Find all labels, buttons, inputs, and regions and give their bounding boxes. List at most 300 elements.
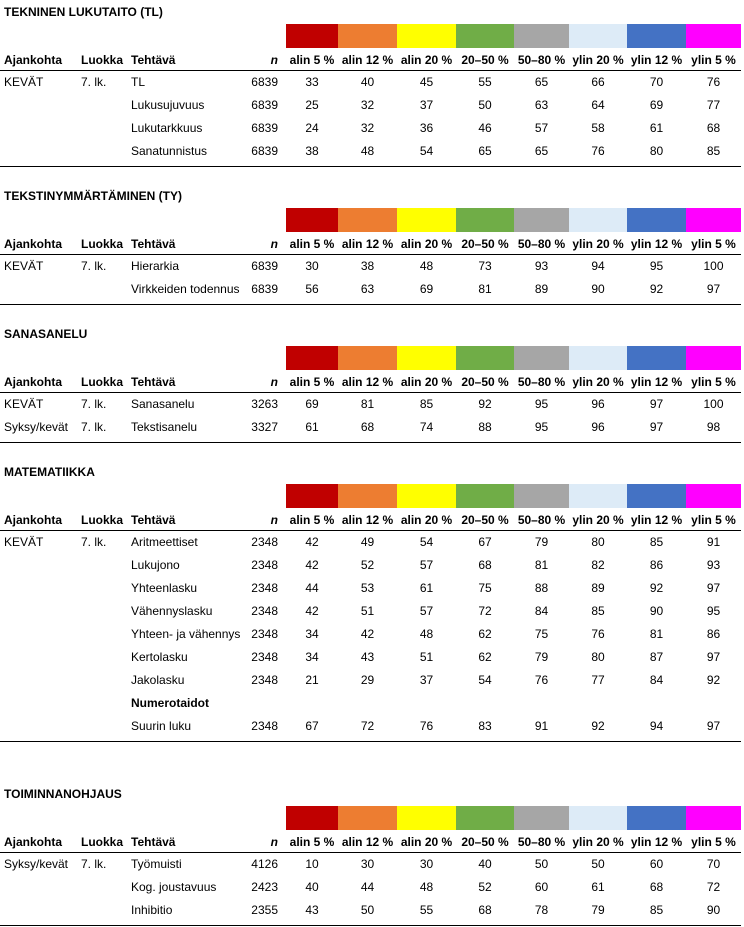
header-band-6: ylin 20 % bbox=[572, 375, 624, 389]
cell-band-1: 40 bbox=[305, 880, 319, 894]
cell-band-5: 84 bbox=[534, 604, 549, 618]
cell-tehtava: Työmuisti bbox=[131, 857, 182, 871]
cell-band-2: 63 bbox=[360, 282, 375, 296]
cell-tehtava: Suurin luku bbox=[131, 719, 192, 733]
cell-band-6: 94 bbox=[591, 259, 605, 273]
table-row bbox=[0, 876, 744, 899]
cell-n: 2348 bbox=[251, 719, 278, 733]
cell-band-1: 24 bbox=[305, 121, 319, 135]
cell-band-3: 37 bbox=[419, 98, 434, 112]
cell-band-8: 92 bbox=[706, 673, 721, 687]
cell-band-1: 42 bbox=[305, 558, 319, 572]
cell-band-6: 76 bbox=[591, 627, 605, 641]
cell-band-7: 81 bbox=[649, 627, 664, 641]
cell-band-2: 50 bbox=[360, 903, 375, 917]
header-tehtava: Tehtävä bbox=[131, 375, 176, 389]
cell-band-2: 49 bbox=[360, 535, 375, 549]
cell-n: 6839 bbox=[251, 144, 278, 158]
header-band-4: 20–50 % bbox=[461, 513, 509, 527]
column-header-row bbox=[0, 234, 744, 254]
color-swatch-4 bbox=[456, 24, 514, 48]
cell-band-3: 57 bbox=[419, 558, 434, 572]
cell-band-3: 36 bbox=[419, 121, 434, 135]
color-swatch-2 bbox=[338, 346, 397, 370]
cell-band-7: 92 bbox=[649, 282, 664, 296]
cell-band-6: 76 bbox=[591, 144, 605, 158]
header-band-5: 50–80 % bbox=[517, 835, 566, 849]
header-band-2: alin 12 % bbox=[341, 513, 394, 527]
cell-n: 6839 bbox=[251, 282, 278, 296]
cell-band-3: 48 bbox=[419, 259, 434, 273]
cell-band-5: 95 bbox=[534, 420, 549, 434]
cell-band-8: 91 bbox=[706, 535, 721, 549]
cell-band-5: 95 bbox=[534, 397, 549, 411]
header-luokka: Luokka bbox=[81, 835, 124, 849]
header-band-1: alin 5 % bbox=[289, 513, 335, 527]
cell-tehtava: Vähennyslasku bbox=[131, 604, 213, 618]
section-title: SANASANELU bbox=[4, 327, 88, 341]
header-band-3: alin 20 % bbox=[400, 835, 453, 849]
percentile-color-bar bbox=[286, 806, 741, 830]
cell-tehtava: Lukutarkkuus bbox=[131, 121, 203, 135]
color-swatch-2 bbox=[338, 208, 397, 232]
header-band-6: ylin 20 % bbox=[572, 237, 624, 251]
cell-tehtava: Yhteenlasku bbox=[131, 581, 198, 595]
cell-band-8: 98 bbox=[706, 420, 721, 434]
percentile-color-bar bbox=[286, 484, 741, 508]
cell-band-1: 44 bbox=[305, 581, 319, 595]
cell-band-6: 64 bbox=[591, 98, 605, 112]
color-swatch-4 bbox=[456, 208, 514, 232]
cell-n: 2348 bbox=[251, 673, 278, 687]
cell-n: 2348 bbox=[251, 558, 278, 572]
cell-band-8: 90 bbox=[706, 903, 721, 917]
header-ajankohta: Ajankohta bbox=[4, 375, 63, 389]
cell-band-2: 72 bbox=[360, 719, 375, 733]
cell-band-6: 80 bbox=[591, 650, 605, 664]
cell-band-5: 93 bbox=[534, 259, 549, 273]
cell-band-6: 77 bbox=[591, 673, 605, 687]
header-band-3: alin 20 % bbox=[400, 53, 453, 67]
color-swatch-6 bbox=[569, 484, 627, 508]
cell-band-7: 97 bbox=[649, 420, 664, 434]
cell-band-7: 85 bbox=[649, 903, 664, 917]
cell-band-7: 85 bbox=[649, 535, 664, 549]
cell-band-2: 32 bbox=[360, 121, 375, 135]
cell-band-8: 97 bbox=[706, 581, 721, 595]
cell-band-4: 46 bbox=[478, 121, 492, 135]
cell-band-7: 92 bbox=[649, 581, 664, 595]
subheading-row bbox=[0, 692, 744, 715]
color-swatch-1 bbox=[286, 484, 338, 508]
color-swatch-7 bbox=[627, 484, 686, 508]
cell-band-7: 97 bbox=[649, 397, 664, 411]
cell-band-8: 93 bbox=[706, 558, 721, 572]
table-row bbox=[0, 117, 744, 140]
cell-band-4: 62 bbox=[478, 650, 492, 664]
cell-band-4: 52 bbox=[478, 880, 492, 894]
color-swatch-8 bbox=[686, 484, 741, 508]
color-swatch-8 bbox=[686, 346, 741, 370]
header-ajankohta: Ajankohta bbox=[4, 513, 63, 527]
cell-band-2: 52 bbox=[360, 558, 375, 572]
cell-band-7: 84 bbox=[649, 673, 664, 687]
cell-band-4: 55 bbox=[478, 75, 492, 89]
header-luokka: Luokka bbox=[81, 237, 124, 251]
color-swatch-1 bbox=[286, 24, 338, 48]
column-header-row bbox=[0, 50, 744, 70]
cell-ajankohta: KEVÄT bbox=[4, 535, 44, 549]
cell-band-4: 92 bbox=[478, 397, 492, 411]
cell-band-4: 54 bbox=[478, 673, 492, 687]
section-bottom-rule bbox=[0, 442, 741, 443]
cell-n: 4126 bbox=[251, 857, 278, 871]
cell-band-3: 69 bbox=[419, 282, 434, 296]
cell-n: 6839 bbox=[251, 121, 278, 135]
cell-band-1: 34 bbox=[305, 627, 319, 641]
cell-band-5: 57 bbox=[534, 121, 549, 135]
cell-tehtava: Tekstisanelu bbox=[131, 420, 198, 434]
table-row bbox=[0, 577, 744, 600]
cell-tehtava: Jakolasku bbox=[131, 673, 185, 687]
cell-band-4: 68 bbox=[478, 903, 492, 917]
header-band-7: ylin 12 % bbox=[630, 835, 683, 849]
cell-band-4: 68 bbox=[478, 558, 492, 572]
header-band-6: ylin 20 % bbox=[572, 53, 624, 67]
header-n: n bbox=[270, 513, 278, 527]
header-band-8: ylin 5 % bbox=[691, 237, 736, 251]
cell-band-5: 50 bbox=[534, 857, 549, 871]
cell-band-3: 57 bbox=[419, 604, 434, 618]
cell-n: 6839 bbox=[251, 75, 278, 89]
cell-band-8: 97 bbox=[706, 719, 721, 733]
header-band-3: alin 20 % bbox=[400, 513, 453, 527]
header-luokka: Luokka bbox=[81, 513, 124, 527]
cell-band-2: 38 bbox=[360, 259, 375, 273]
cell-band-3: 30 bbox=[419, 857, 434, 871]
cell-tehtava: Hierarkia bbox=[131, 259, 180, 273]
cell-band-6: 58 bbox=[591, 121, 605, 135]
cell-band-5: 76 bbox=[534, 673, 549, 687]
cell-band-8: 95 bbox=[706, 604, 721, 618]
cell-band-5: 63 bbox=[534, 98, 549, 112]
color-swatch-6 bbox=[569, 806, 627, 830]
table-row bbox=[0, 623, 744, 646]
section-bottom-rule bbox=[0, 925, 741, 926]
header-band-8: ylin 5 % bbox=[691, 835, 736, 849]
cell-band-3: 54 bbox=[419, 144, 434, 158]
cell-n: 6839 bbox=[251, 259, 278, 273]
section-bottom-rule bbox=[0, 166, 741, 167]
cell-band-7: 69 bbox=[649, 98, 664, 112]
header-band-6: ylin 20 % bbox=[572, 513, 624, 527]
color-swatch-4 bbox=[456, 806, 514, 830]
cell-ajankohta: Syksy/kevät bbox=[4, 420, 69, 434]
cell-band-1: 25 bbox=[305, 98, 319, 112]
section-title: TEKNINEN LUKUTAITO (TL) bbox=[4, 5, 163, 19]
cell-band-2: 81 bbox=[360, 397, 375, 411]
cell-band-7: 86 bbox=[649, 558, 664, 572]
cell-band-6: 85 bbox=[591, 604, 605, 618]
cell-band-5: 79 bbox=[534, 650, 549, 664]
cell-band-2: 42 bbox=[360, 627, 375, 641]
color-swatch-6 bbox=[569, 346, 627, 370]
cell-tehtava: Numerotaidot bbox=[131, 696, 209, 710]
cell-band-8: 100 bbox=[703, 397, 724, 411]
cell-band-4: 67 bbox=[478, 535, 492, 549]
cell-band-7: 68 bbox=[649, 880, 664, 894]
table-row bbox=[0, 140, 744, 163]
table-row bbox=[0, 255, 744, 278]
header-band-7: ylin 12 % bbox=[630, 237, 683, 251]
cell-band-1: 67 bbox=[305, 719, 319, 733]
header-luokka: Luokka bbox=[81, 375, 124, 389]
header-band-7: ylin 12 % bbox=[630, 53, 683, 67]
cell-tehtava: Yhteen- ja vähennys bbox=[131, 627, 241, 641]
cell-band-3: 54 bbox=[419, 535, 434, 549]
cell-band-6: 66 bbox=[591, 75, 605, 89]
cell-band-7: 60 bbox=[649, 857, 664, 871]
header-band-1: alin 5 % bbox=[289, 237, 335, 251]
cell-luokka: 7. lk. bbox=[81, 75, 107, 89]
cell-band-5: 89 bbox=[534, 282, 549, 296]
cell-band-7: 95 bbox=[649, 259, 664, 273]
cell-luokka: 7. lk. bbox=[81, 397, 107, 411]
cell-n: 2348 bbox=[251, 650, 278, 664]
section-title: TOIMINNANOHJAUS bbox=[4, 787, 122, 801]
cell-band-7: 87 bbox=[649, 650, 664, 664]
cell-n: 2348 bbox=[251, 581, 278, 595]
header-band-5: 50–80 % bbox=[517, 375, 566, 389]
color-swatch-3 bbox=[397, 346, 456, 370]
cell-tehtava: Inhibitio bbox=[131, 903, 173, 917]
table-row bbox=[0, 393, 744, 416]
cell-band-8: 70 bbox=[706, 857, 721, 871]
header-luokka: Luokka bbox=[81, 53, 124, 67]
cell-band-1: 34 bbox=[305, 650, 319, 664]
cell-band-6: 79 bbox=[591, 903, 605, 917]
cell-band-6: 80 bbox=[591, 535, 605, 549]
color-swatch-2 bbox=[338, 24, 397, 48]
color-swatch-3 bbox=[397, 484, 456, 508]
header-tehtava: Tehtävä bbox=[131, 835, 176, 849]
cell-band-1: 42 bbox=[305, 535, 319, 549]
cell-band-1: 43 bbox=[305, 903, 319, 917]
cell-band-8: 86 bbox=[706, 627, 721, 641]
header-tehtava: Tehtävä bbox=[131, 513, 176, 527]
section-title: TEKSTINYMMÄRTÄMINEN (TY) bbox=[4, 189, 182, 203]
cell-tehtava: Kertolasku bbox=[131, 650, 188, 664]
table-row bbox=[0, 71, 744, 94]
cell-band-2: 51 bbox=[360, 604, 375, 618]
color-swatch-7 bbox=[627, 208, 686, 232]
cell-band-2: 53 bbox=[360, 581, 375, 595]
table-row bbox=[0, 531, 744, 554]
cell-tehtava: Lukujono bbox=[131, 558, 180, 572]
cell-band-3: 61 bbox=[419, 581, 434, 595]
cell-band-6: 89 bbox=[591, 581, 605, 595]
cell-band-4: 62 bbox=[478, 627, 492, 641]
cell-band-4: 50 bbox=[478, 98, 492, 112]
cell-band-3: 85 bbox=[419, 397, 434, 411]
cell-band-2: 43 bbox=[360, 650, 375, 664]
cell-band-5: 60 bbox=[534, 880, 549, 894]
cell-luokka: 7. lk. bbox=[81, 857, 107, 871]
cell-band-8: 77 bbox=[706, 98, 721, 112]
color-swatch-7 bbox=[627, 24, 686, 48]
header-ajankohta: Ajankohta bbox=[4, 53, 63, 67]
color-swatch-5 bbox=[514, 208, 569, 232]
color-swatch-6 bbox=[569, 208, 627, 232]
column-header-row bbox=[0, 372, 744, 392]
header-ajankohta: Ajankohta bbox=[4, 237, 63, 251]
color-swatch-7 bbox=[627, 806, 686, 830]
table-row bbox=[0, 646, 744, 669]
cell-band-5: 81 bbox=[534, 558, 549, 572]
header-band-4: 20–50 % bbox=[461, 375, 509, 389]
cell-tehtava: Aritmeettiset bbox=[131, 535, 198, 549]
cell-band-8: 72 bbox=[706, 880, 721, 894]
header-ajankohta: Ajankohta bbox=[4, 835, 63, 849]
cell-n: 3263 bbox=[251, 397, 278, 411]
header-n: n bbox=[270, 237, 278, 251]
cell-band-2: 30 bbox=[360, 857, 375, 871]
table-row bbox=[0, 715, 744, 738]
cell-tehtava: Kog. joustavuus bbox=[131, 880, 217, 894]
header-band-1: alin 5 % bbox=[289, 835, 335, 849]
color-swatch-8 bbox=[686, 806, 741, 830]
percentile-color-bar bbox=[286, 208, 741, 232]
cell-n: 2348 bbox=[251, 604, 278, 618]
cell-band-3: 45 bbox=[419, 75, 434, 89]
cell-band-4: 83 bbox=[478, 719, 492, 733]
cell-band-4: 65 bbox=[478, 144, 492, 158]
cell-band-2: 29 bbox=[360, 673, 375, 687]
cell-n: 2355 bbox=[251, 903, 278, 917]
table-row bbox=[0, 669, 744, 692]
header-band-8: ylin 5 % bbox=[691, 53, 736, 67]
color-swatch-7 bbox=[627, 346, 686, 370]
cell-band-7: 90 bbox=[649, 604, 664, 618]
cell-band-6: 96 bbox=[591, 397, 605, 411]
column-header-row bbox=[0, 510, 744, 530]
cell-band-6: 92 bbox=[591, 719, 605, 733]
color-swatch-5 bbox=[514, 24, 569, 48]
cell-band-5: 78 bbox=[534, 903, 549, 917]
cell-band-8: 97 bbox=[706, 650, 721, 664]
cell-band-3: 48 bbox=[419, 880, 434, 894]
cell-tehtava: TL bbox=[131, 75, 146, 89]
cell-band-1: 10 bbox=[305, 857, 319, 871]
cell-band-5: 65 bbox=[534, 144, 549, 158]
cell-band-6: 90 bbox=[591, 282, 605, 296]
cell-band-3: 74 bbox=[419, 420, 434, 434]
color-swatch-1 bbox=[286, 208, 338, 232]
cell-band-3: 55 bbox=[419, 903, 434, 917]
cell-band-6: 61 bbox=[591, 880, 605, 894]
header-n: n bbox=[270, 375, 278, 389]
cell-band-4: 75 bbox=[478, 581, 492, 595]
color-swatch-8 bbox=[686, 24, 741, 48]
cell-band-1: 42 bbox=[305, 604, 319, 618]
header-band-4: 20–50 % bbox=[461, 53, 509, 67]
table-row bbox=[0, 94, 744, 117]
cell-band-1: 56 bbox=[305, 282, 319, 296]
cell-band-8: 68 bbox=[706, 121, 721, 135]
header-band-4: 20–50 % bbox=[461, 237, 509, 251]
header-band-4: 20–50 % bbox=[461, 835, 509, 849]
cell-band-3: 37 bbox=[419, 673, 434, 687]
cell-band-3: 51 bbox=[419, 650, 434, 664]
header-band-3: alin 20 % bbox=[400, 375, 453, 389]
cell-luokka: 7. lk. bbox=[81, 259, 107, 273]
column-header-row bbox=[0, 832, 744, 852]
cell-band-4: 88 bbox=[478, 420, 492, 434]
cell-n: 2423 bbox=[251, 880, 278, 894]
color-swatch-4 bbox=[456, 484, 514, 508]
cell-band-1: 33 bbox=[305, 75, 319, 89]
color-swatch-4 bbox=[456, 346, 514, 370]
cell-band-6: 50 bbox=[591, 857, 605, 871]
cell-tehtava: Lukusujuvuus bbox=[131, 98, 205, 112]
cell-tehtava: Sanasanelu bbox=[131, 397, 195, 411]
cell-n: 2348 bbox=[251, 627, 278, 641]
cell-band-8: 76 bbox=[706, 75, 721, 89]
table-row bbox=[0, 853, 744, 876]
cell-band-4: 81 bbox=[478, 282, 492, 296]
cell-band-2: 68 bbox=[360, 420, 375, 434]
cell-band-5: 75 bbox=[534, 627, 549, 641]
cell-band-5: 88 bbox=[534, 581, 549, 595]
cell-band-2: 48 bbox=[360, 144, 375, 158]
header-band-8: ylin 5 % bbox=[691, 513, 736, 527]
cell-band-2: 32 bbox=[360, 98, 375, 112]
color-swatch-1 bbox=[286, 806, 338, 830]
color-swatch-5 bbox=[514, 484, 569, 508]
header-band-5: 50–80 % bbox=[517, 53, 566, 67]
color-swatch-6 bbox=[569, 24, 627, 48]
header-band-3: alin 20 % bbox=[400, 237, 453, 251]
table-row bbox=[0, 899, 744, 922]
color-swatch-3 bbox=[397, 208, 456, 232]
cell-n: 2348 bbox=[251, 535, 278, 549]
cell-n: 6839 bbox=[251, 98, 278, 112]
section-bottom-rule bbox=[0, 741, 741, 742]
header-n: n bbox=[270, 53, 278, 67]
header-band-7: ylin 12 % bbox=[630, 513, 683, 527]
table-row bbox=[0, 416, 744, 439]
percentile-color-bar bbox=[286, 24, 741, 48]
cell-band-7: 61 bbox=[649, 121, 664, 135]
cell-band-8: 85 bbox=[706, 144, 721, 158]
section-title: MATEMATIIKKA bbox=[4, 465, 95, 479]
header-tehtava: Tehtävä bbox=[131, 237, 176, 251]
color-swatch-3 bbox=[397, 806, 456, 830]
color-swatch-5 bbox=[514, 806, 569, 830]
cell-ajankohta: KEVÄT bbox=[4, 75, 44, 89]
color-swatch-1 bbox=[286, 346, 338, 370]
header-band-1: alin 5 % bbox=[289, 375, 335, 389]
cell-n: 3327 bbox=[251, 420, 278, 434]
color-swatch-5 bbox=[514, 346, 569, 370]
cell-band-8: 97 bbox=[706, 282, 721, 296]
color-swatch-2 bbox=[338, 806, 397, 830]
cell-band-2: 44 bbox=[360, 880, 375, 894]
cell-band-7: 70 bbox=[649, 75, 664, 89]
cell-band-5: 79 bbox=[534, 535, 549, 549]
cell-band-4: 73 bbox=[478, 259, 492, 273]
color-swatch-3 bbox=[397, 24, 456, 48]
